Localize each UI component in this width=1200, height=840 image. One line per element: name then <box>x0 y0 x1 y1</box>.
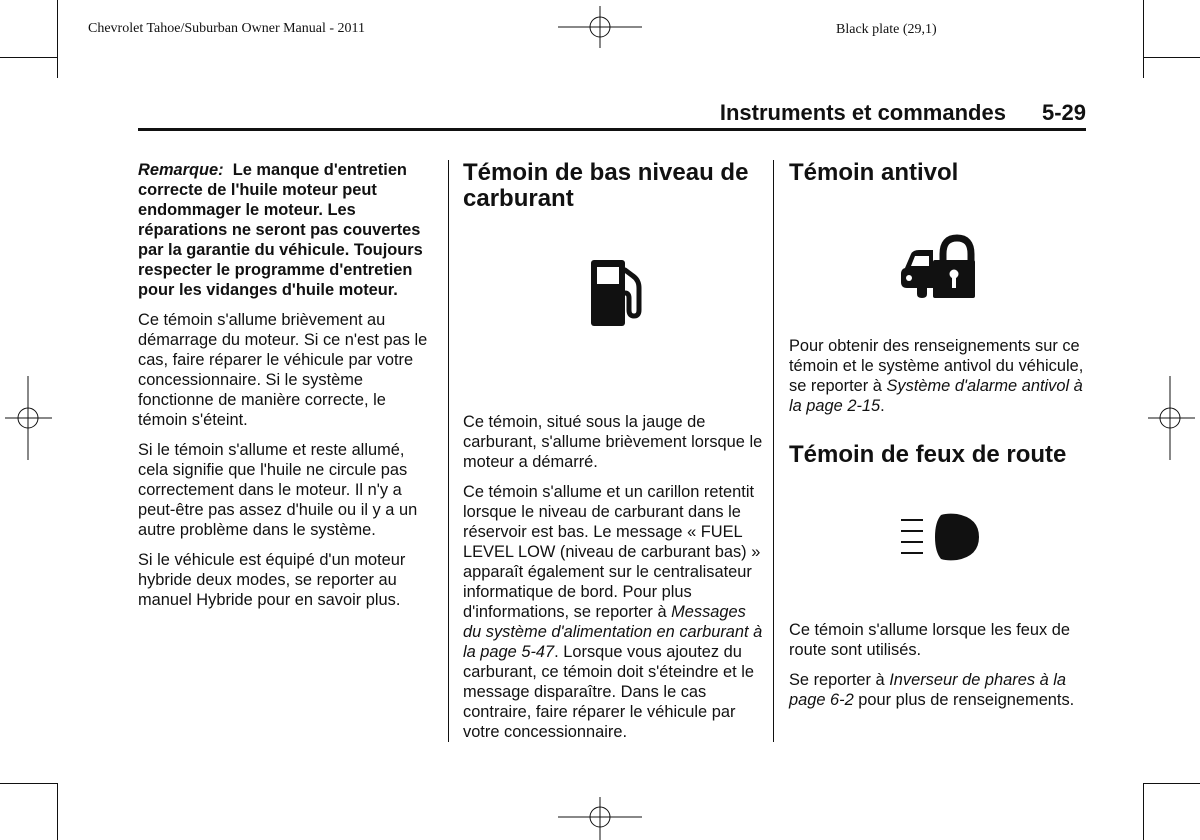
remark-label: Remarque: <box>138 161 224 179</box>
crop-mark-icon <box>1143 783 1144 840</box>
crop-mark-icon <box>0 783 57 784</box>
column-1 <box>138 160 428 620</box>
running-header <box>600 100 1086 126</box>
cross-reference: Messages du système d'alimentation en carburant à la page 5-47 <box>463 603 763 661</box>
fuel-pump-icon <box>589 258 645 328</box>
header-rule <box>138 128 1086 131</box>
registration-mark-icon <box>558 797 642 840</box>
manual-title: Chevrolet Tahoe/Suburban Owner Manual - 2011 <box>88 21 366 36</box>
plate-label: Black plate (29,1) <box>836 22 937 37</box>
crop-mark-icon <box>0 57 57 58</box>
crop-mark-icon <box>1143 57 1200 58</box>
cross-reference: Système d'alarme antivol à la page 2-15 <box>789 377 1083 415</box>
paragraph: Pour obtenir des renseignements sur ce témoin et le système antivol du véhicule, se reporter à Système d'alarme antivol à la page 2-15. <box>789 337 1084 415</box>
crop-mark-icon <box>57 783 58 840</box>
crop-mark-icon <box>1143 0 1144 78</box>
paragraph: Si le véhicule est équipé d'un moteur hybride deux modes, se reporter au manuel Hybride pour en savoir plus. <box>138 551 406 609</box>
crop-mark-icon <box>57 0 58 78</box>
paragraph: Si le témoin s'allume et reste allumé, cela signifie que l'huile ne circule pas correctement dans le moteur. Il n'y a peut-être pas assez d'huile ou il y a un autre problème dans le système. <box>138 441 418 539</box>
remark-paragraph <box>138 160 428 300</box>
column-divider <box>448 160 449 742</box>
security-lock-icon <box>897 234 977 300</box>
column-divider <box>773 160 774 742</box>
figure-container <box>789 468 1089 620</box>
paragraph: Ce témoin s'allume et un carillon retentit lorsque le niveau de carburant dans le réservoir est bas. Le message « FUEL LEVEL LOW (niveau de carburant bas) » apparaît également sur le centralisateur informatique de bord. Pour plus d'informations, se reporter à Messages du système d'alimentation en carburant à la page 5-47. Lorsque vous ajoutez du carburant, ce témoin doit s'éteindre et le message disparaître. Dans le cas contraire, faire réparer le véhicule par votre concessionnaire. <box>463 483 763 741</box>
figure-container <box>463 212 763 412</box>
paragraph: Se reporter à Inverseur de phares à la page 6-2 pour plus de renseignements. <box>789 671 1075 709</box>
page-number: 5-29 <box>1041 100 1086 125</box>
registration-mark-icon <box>558 6 642 48</box>
cross-reference: Inverseur de phares à la page 6-2 <box>789 671 1066 709</box>
crop-mark-icon <box>1143 783 1200 784</box>
column-3 <box>789 160 1089 720</box>
section-heading: Témoin antivol <box>789 159 959 186</box>
paragraph: Ce témoin, situé sous la jauge de carburant, s'allume brièvement lorsque le moteur a démarré. <box>463 413 763 471</box>
section-heading: Témoin de feux de route <box>789 441 1067 468</box>
section-title: Instruments et commandes <box>719 100 1006 125</box>
figure-container <box>789 186 1089 336</box>
section-heading: Témoin de bas niveau de carburant <box>463 159 749 212</box>
paragraph: Ce témoin s'allume brièvement au démarrage du moteur. Si ce n'est pas le cas, faire réparer le véhicule par votre concessionnaire. Si le système fonctionne de manière correcte, le témoin s'éteint. <box>138 311 428 429</box>
registration-mark-icon <box>0 376 56 460</box>
remark-text: Le manque d'entretien correcte de l'huile moteur peut endommager le moteur. Les réparations ne seront pas couvertes par la garantie du véhicule. Toujours respecter le programme d'entretien pour les vidanges d'huile moteur. <box>138 161 423 299</box>
registration-mark-icon <box>1144 376 1200 460</box>
high-beam-icon <box>899 512 983 562</box>
column-2 <box>463 160 763 752</box>
paragraph: Ce témoin s'allume lorsque les feux de route sont utilisés. <box>789 621 1071 659</box>
